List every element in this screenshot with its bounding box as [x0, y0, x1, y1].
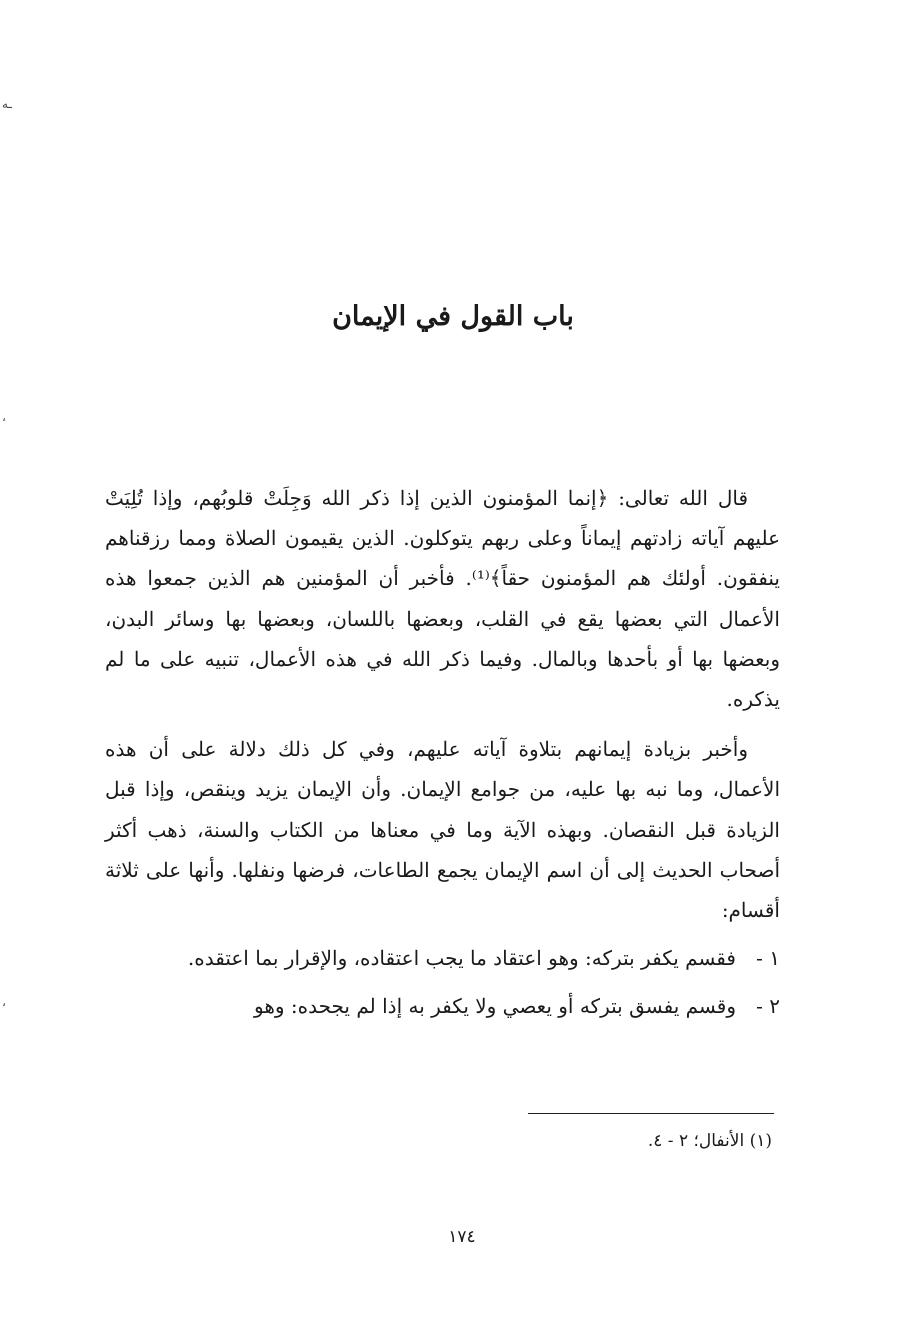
edge-mark: ، — [2, 410, 6, 424]
list-number: ٢ - — [756, 994, 780, 1019]
paragraph: قال الله تعالى: ﴿إنما المؤمنون الذين إذا ذكر الله وَجِلَتْ قلوبُهم، وإذا تُلِيَتْ عليهم آياته زادتهم إيماناً وعلى ربهم يتوكلون. الذين يقيمون الصلاة ومما رزقناهم ينفقون. أولئك هم المؤمنون حقاً﴾⁽¹⁾. فأخبر أن المؤمنين هم الذين جمعوا هذه الأعمال التي بعضها يقع في القلب، وبعضها باللسان، وبعضها بها وسائر البدن، وبعضها بها أو بأحدها وبالمال. وفيما ذكر الله في هذه الأعمال، تنبيه على ما لم يذكره. — [105, 486, 780, 712]
paragraph: وأخبر بزيادة إيمانهم بتلاوة آياته عليهم، وفي كل ذلك دلالة على أن هذه الأعمال، وما نبه بها عليه، من جوامع الإيمان. وأن الإيمان يزيد وينقص، وإذا قبل الزيادة قبل النقصان. وبهذه الآية وما في معناها من الكتاب والسنة، ذهب أكثر أصحاب الحديث إلى أن اسم الإيمان يجمع الطاعات، فرضها ونفلها. وأنها على ثلاثة أقسام: — [105, 737, 780, 923]
footnote: (١) الأنفال؛ ٢ - ٤. — [647, 1131, 772, 1151]
main-text — [105, 478, 780, 1027]
list-text: فقسم يكفر بتركه: وهو اعتقاد ما يجب اعتقاده، والإقرار بما اعتقده. — [187, 946, 736, 971]
footnote-divider — [528, 1113, 774, 1114]
page-number: ١٧٤ — [448, 1227, 476, 1247]
list-item — [105, 986, 780, 1026]
edge-mark: ـه — [2, 97, 12, 111]
chapter-title: باب القول في الإيمان — [332, 301, 574, 333]
list-number: ١ - — [756, 946, 780, 971]
edge-mark: ، — [2, 995, 6, 1009]
list-item — [105, 938, 780, 978]
list-text: وقسم يفسق بتركه أو يعصي ولا يكفر به إذا لم يجحده: وهو — [253, 994, 736, 1019]
